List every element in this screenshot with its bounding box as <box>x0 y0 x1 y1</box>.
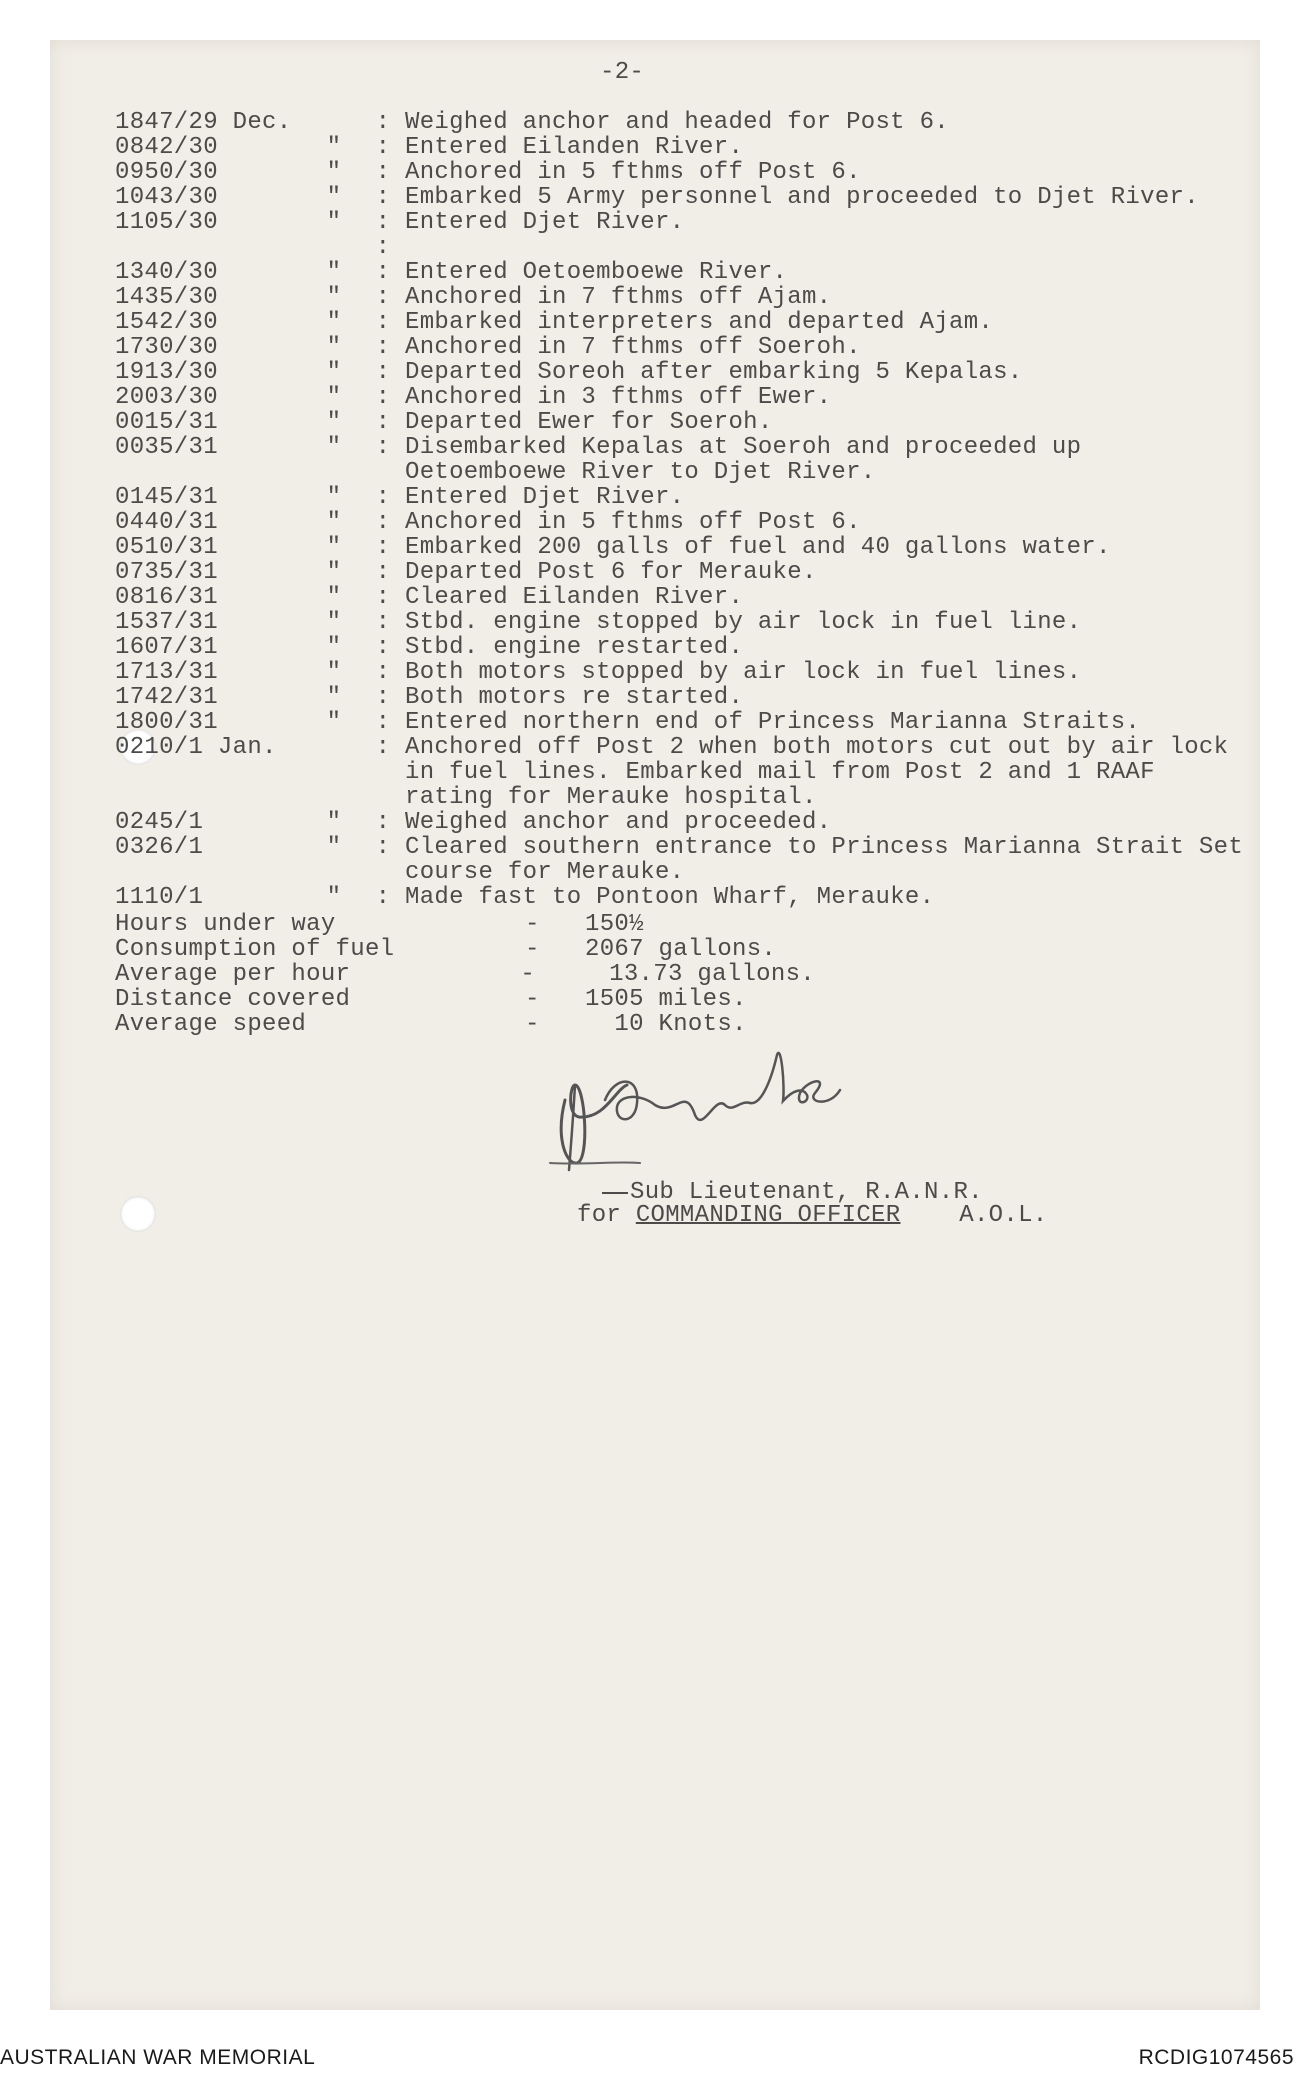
ditto-mark: " <box>326 634 342 661</box>
log-time: 2003/30 <box>115 384 218 411</box>
log-entry-row <box>115 285 1245 310</box>
log-entry-row <box>115 810 1245 835</box>
log-time: 1800/31 <box>115 709 218 736</box>
colon-separator: : <box>375 684 391 711</box>
colon-separator: : <box>375 709 391 736</box>
ditto-mark: " <box>326 284 342 311</box>
log-time: 1542/30 <box>115 309 218 336</box>
log-entry-text: Anchored in 5 fthms off Post 6. <box>405 159 861 186</box>
colon-separator: : <box>375 309 391 336</box>
log-entry-row <box>115 710 1245 735</box>
ditto-mark: " <box>326 184 342 211</box>
log-entry-row <box>115 210 1245 260</box>
summary-label: Distance covered <box>115 986 351 1013</box>
log-time: 1913/30 <box>115 359 218 386</box>
log-time: 0440/31 <box>115 509 218 536</box>
log-entry-text: Embarked 5 Army personnel and proceeded to Djet River. <box>405 184 1199 211</box>
log-entry-row <box>115 110 1245 135</box>
rank-text: Sub Lieutenant, R.A.N.R. <box>630 1179 983 1206</box>
colon-separator: : : <box>375 209 391 261</box>
ditto-mark: " <box>326 409 342 436</box>
log-entry-row <box>115 735 1245 810</box>
ditto-mark: " <box>326 884 342 911</box>
ditto-mark: " <box>326 209 342 236</box>
ditto-mark: " <box>326 684 342 711</box>
ditto-mark: " <box>326 259 342 286</box>
colon-separator: : <box>375 184 391 211</box>
colon-separator: : <box>375 284 391 311</box>
log-entry-text: Departed Soreoh after embarking 5 Kepalas. <box>405 359 1023 386</box>
unit-text: A.O.L. <box>959 1202 1048 1229</box>
ditto-mark: " <box>326 534 342 561</box>
log-entry-text: Entered Oetoemboewe River. <box>405 259 788 286</box>
log-entry-text: Disembarked Kepalas at Soeroh and proceeded up Oetoemboewe River to Djet River. <box>405 434 1082 486</box>
log-entry-text: Anchored in 5 fthms off Post 6. <box>405 509 861 536</box>
log-entry-row <box>115 610 1245 635</box>
summary-row <box>115 912 815 937</box>
log-time: 1607/31 <box>115 634 218 661</box>
log-entry-row <box>115 310 1245 335</box>
log-entry-row <box>115 185 1245 210</box>
log-entry-text: Stbd. engine restarted. <box>405 634 744 661</box>
summary-row <box>115 962 815 987</box>
log-time: 1110/1 <box>115 884 204 911</box>
ditto-mark: " <box>326 834 342 861</box>
ditto-mark: " <box>326 509 342 536</box>
footer-right-id: RCDIG1074565 <box>1138 2046 1294 2069</box>
summary-row <box>115 1012 815 1037</box>
log-entry-text: Cleared Eilanden River. <box>405 584 744 611</box>
ditto-mark: " <box>326 309 342 336</box>
colon-separator: : <box>375 434 391 461</box>
log-entry-row <box>115 635 1245 660</box>
colon-separator: : <box>375 884 391 911</box>
log-time: 0842/30 <box>115 134 218 161</box>
ditto-mark: " <box>326 359 342 386</box>
log-entry-text: Entered northern end of Princess Marianna Straits. <box>405 709 1141 736</box>
log-time: 1340/30 <box>115 259 218 286</box>
log-time: 0326/1 <box>115 834 204 861</box>
log-entry-row <box>115 885 1245 910</box>
ditto-mark: " <box>326 134 342 161</box>
log-entry-row <box>115 510 1245 535</box>
log-entry-text: Anchored in 7 fthms off Soeroh. <box>405 334 861 361</box>
log-time: 1713/31 <box>115 659 218 686</box>
log-entry-text: Embarked 200 galls of fuel and 40 gallons water. <box>405 534 1111 561</box>
log-entry-row <box>115 385 1245 410</box>
log-entry-text: Departed Post 6 for Merauke. <box>405 559 817 586</box>
log-entry-text: Departed Ewer for Soeroh. <box>405 409 773 436</box>
log-entry-row <box>115 360 1245 385</box>
log-time: 1105/30 <box>115 209 218 236</box>
log-entry-row <box>115 535 1245 560</box>
colon-separator: : <box>375 559 391 586</box>
log-entry-text: Entered Eilanden River. <box>405 134 744 161</box>
log-time: 0950/30 <box>115 159 218 186</box>
log-entry-row <box>115 135 1245 160</box>
summary-value: 2067 gallons. <box>585 936 777 963</box>
summary-label: Average speed <box>115 1011 307 1038</box>
log-time: 0015/31 <box>115 409 218 436</box>
log-time: 0035/31 <box>115 434 218 461</box>
ditto-mark <box>305 110 363 135</box>
colon-separator: : <box>375 334 391 361</box>
voyage-summary <box>115 912 815 1037</box>
colon-separator: : <box>375 734 391 761</box>
log-entry-row <box>115 410 1245 435</box>
ditto-mark: " <box>326 659 342 686</box>
colon-separator: : <box>375 834 391 861</box>
log-entry-row <box>115 560 1245 585</box>
log-entry-row <box>115 335 1245 360</box>
colon-separator: : <box>375 159 391 186</box>
movement-log <box>115 110 1245 910</box>
log-entry-text: Cleared southern entrance to Princess Marianna Strait Set course for Merauke. <box>405 834 1244 886</box>
log-entry-text: Anchored in 7 fthms off Ajam. <box>405 284 832 311</box>
log-entry-row <box>115 835 1245 885</box>
summary-value: 1505 miles. <box>585 986 747 1013</box>
summary-dash: - <box>525 1011 540 1038</box>
colon-separator: : <box>375 809 391 836</box>
colon-separator: : <box>375 134 391 161</box>
log-time: 1537/31 <box>115 609 218 636</box>
for-text: for <box>577 1202 622 1229</box>
handwritten-signature <box>545 1045 915 1180</box>
summary-value: 13.73 gallons. <box>579 961 815 988</box>
summary-dash: - <box>520 961 536 988</box>
log-entry-text: Entered Djet River. <box>405 484 685 511</box>
log-entry-text: Weighed anchor and proceeded. <box>405 809 832 836</box>
summary-dash: - <box>525 936 540 963</box>
log-entry-row <box>115 660 1245 685</box>
log-time: 1043/30 <box>115 184 218 211</box>
log-time: 1847/29 Dec. <box>115 109 292 136</box>
colon-separator: : <box>375 534 391 561</box>
log-time: 0816/31 <box>115 584 218 611</box>
punch-hole-bottom <box>120 1196 156 1232</box>
log-entry-text: Both motors stopped by air lock in fuel lines. <box>405 659 1082 686</box>
ditto-mark: " <box>326 334 342 361</box>
log-time: 0735/31 <box>115 559 218 586</box>
colon-separator: : <box>375 634 391 661</box>
ditto-mark: " <box>326 609 342 636</box>
log-entry-text: Stbd. engine stopped by air lock in fuel line. <box>405 609 1082 636</box>
ditto-mark: " <box>326 809 342 836</box>
log-time: 0245/1 <box>115 809 204 836</box>
summary-label: Average per hour <box>115 961 351 988</box>
colon-separator: : <box>375 509 391 536</box>
footer-left-credit: AUSTRALIAN WAR MEMORIAL <box>0 2046 316 2069</box>
ditto-mark: " <box>326 434 342 461</box>
page-number: -2- <box>600 59 645 86</box>
summary-value: 150½ <box>585 911 644 938</box>
summary-dash: - <box>525 986 540 1013</box>
log-time: 0210/1 Jan. <box>115 734 277 761</box>
log-time: 1435/30 <box>115 284 218 311</box>
colon-separator: : <box>375 384 391 411</box>
log-entry-text: Both motors re started. <box>405 684 744 711</box>
log-time: 1730/30 <box>115 334 218 361</box>
signatory-role <box>577 1203 1048 1228</box>
log-entry-text: Entered Djet River. <box>405 209 685 236</box>
colon-separator: : <box>375 359 391 386</box>
summary-dash: - <box>525 911 540 938</box>
log-entry-text: Anchored off Post 2 when both motors cut out by air lock in fuel lines. Embarked mail from Post 2 and 1 RAAF rating for Merauke hospital. <box>405 734 1229 811</box>
colon-separator: : <box>375 584 391 611</box>
colon-separator: : <box>375 609 391 636</box>
summary-row <box>115 937 815 962</box>
log-entry-row <box>115 435 1245 485</box>
ditto-mark: " <box>326 709 342 736</box>
log-time: 0510/31 <box>115 534 218 561</box>
log-time: 0145/31 <box>115 484 218 511</box>
ditto-mark: " <box>326 484 342 511</box>
log-entry-row <box>115 585 1245 610</box>
ditto-mark <box>305 735 363 810</box>
log-entry-text: Made fast to Pontoon Wharf, Merauke. <box>405 884 935 911</box>
ditto-mark: " <box>326 159 342 186</box>
log-entry-row <box>115 685 1245 710</box>
colon-separator: : <box>375 409 391 436</box>
log-time: 1742/31 <box>115 684 218 711</box>
summary-row <box>115 987 815 1012</box>
summary-value: 10 Knots. <box>585 1011 747 1038</box>
ditto-mark: " <box>326 559 342 586</box>
signature-dash <box>602 1192 628 1194</box>
log-entry-row <box>115 485 1245 510</box>
colon-separator: : <box>375 259 391 286</box>
summary-label: Consumption of fuel <box>115 936 395 963</box>
log-entry-text: Embarked interpreters and departed Ajam. <box>405 309 994 336</box>
commanding-officer-text: COMMANDING OFFICER <box>635 1202 901 1229</box>
log-entry-row <box>115 160 1245 185</box>
colon-separator: : <box>375 659 391 686</box>
log-entry-row <box>115 260 1245 285</box>
summary-label: Hours under way <box>115 911 336 938</box>
ditto-mark: " <box>326 584 342 611</box>
colon-separator: : <box>375 109 391 136</box>
ditto-mark: " <box>326 384 342 411</box>
colon-separator: : <box>375 484 391 511</box>
log-entry-text: Anchored in 3 fthms off Ewer. <box>405 384 832 411</box>
log-entry-text: Weighed anchor and headed for Post 6. <box>405 109 949 136</box>
